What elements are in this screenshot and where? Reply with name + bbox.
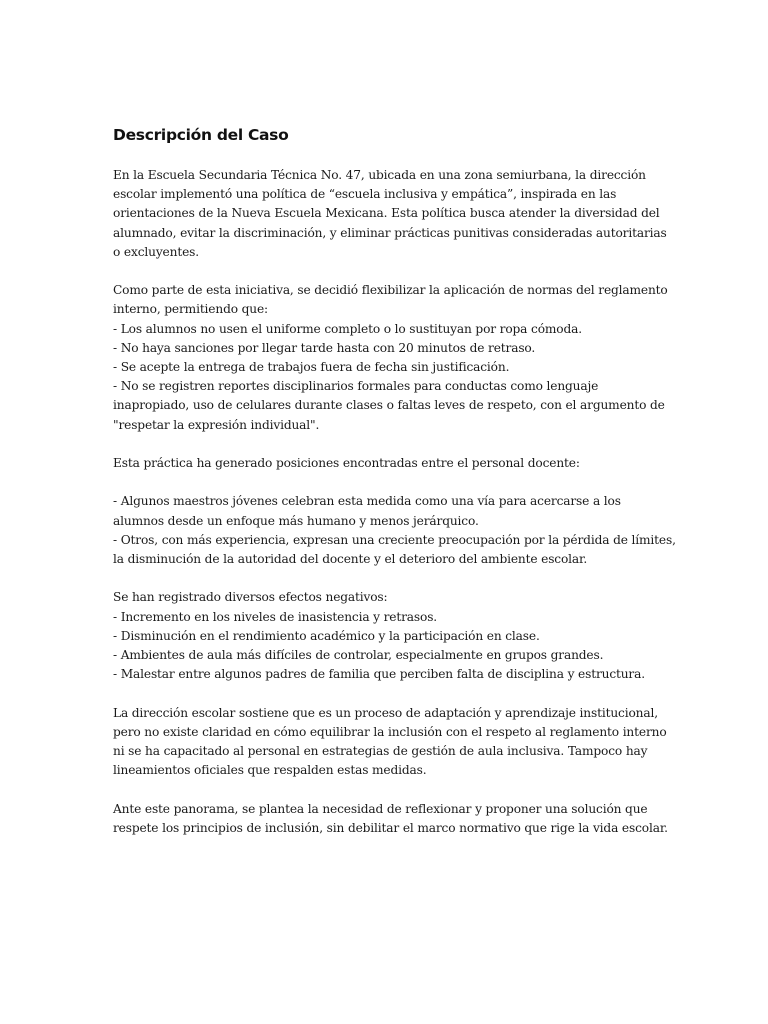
text-line: la disminución de la autoridad del docente y el deterioro del ambiente escolar. [113,552,588,567]
document-title: Descripción del Caso [113,126,289,144]
text-line: - Incremento en los niveles de inasistencia y retrasos. [113,609,438,624]
text-line: alumnado, evitar la discriminación, y eliminar prácticas punitivas consideradas autoritarias [113,225,667,240]
paragraph-intro [113,166,673,262]
paragraph-gap [113,435,673,454]
paragraph-direction-stance [113,704,673,781]
text-line: orientaciones de la Nueva Escuela Mexicana. Esta política busca atender la diversidad del [113,206,660,221]
text-line: La dirección escolar sostiene que es un proceso de adaptación y aprendizaje institucional, [113,705,658,720]
paragraph-teacher-views [113,492,676,569]
text-line: Se han registrado diversos efectos negativos: [113,590,388,605]
paragraph-negative-effects [113,588,673,684]
text-line: Ante este panorama, se plantea la necesidad de reflexionar y proponer una solución que [113,801,648,816]
text-line: - Ambientes de aula más difíciles de controlar, especialmente en grupos grandes. [113,648,604,663]
text-line: - Otros, con más experiencia, expresan una creciente preocupación por la pérdida de límites, [113,532,676,547]
text-line: En la Escuela Secundaria Técnica No. 47, ubicada en una zona semiurbana, la dirección [113,168,646,182]
text-line: Como parte de esta iniciativa, se decidió flexibilizar la aplicación de normas del reglamento [113,283,668,298]
text-line: - Algunos maestros jóvenes celebran esta medida como una vía para acercarse a los [113,494,621,509]
text-line: respete los principios de inclusión, sin debilitar el marco normativo que rige la vida escolar. [113,820,668,835]
text-line: - Disminución en el rendimiento académico y la participación en clase. [113,628,540,643]
paragraph-gap [113,473,673,492]
text-line: - Malestar entre algunos padres de familia que perciben falta de disciplina y estructura. [113,667,645,682]
document-body [113,166,676,838]
text-line: "respetar la expresión individual". [113,417,320,432]
text-line: pero no existe claridad en cómo equilibrar la inclusión con el respeto al reglamento interno [113,724,667,739]
text-line: alumnos desde un enfoque más humano y menos jerárquico. [113,513,479,528]
paragraph-conclusion [113,800,673,838]
text-line: - No se registren reportes disciplinarios formales para conductas como lenguaje [113,379,599,394]
text-line: lineamientos oficiales que respalden estas medidas. [113,763,427,778]
text-line: - Se acepte la entrega de trabajos fuera de fecha sin justificación. [113,360,510,375]
text-line: o excluyentes. [113,244,199,259]
text-line: inapropiado, uso de celulares durante clases o faltas leves de respeto, con el argumento de [113,398,665,413]
text-line: escolar implementó una política de “escuela inclusiva y empática”, inspirada en las [113,187,617,202]
text-line: - Los alumnos no usen el uniforme completo o lo sustituyan por ropa cómoda. [113,321,582,336]
paragraph-positions [113,454,673,473]
text-line: Esta práctica ha generado posiciones encontradas entre el personal docente: [113,456,580,471]
paragraph-gap [113,780,673,799]
text-line: ni se ha capacitado al personal en estrategias de gestión de aula inclusiva. Tampoco hay [113,744,648,759]
paragraph-gap [113,569,673,588]
text-line: - No haya sanciones por llegar tarde hasta con 20 minutos de retraso. [113,340,536,355]
paragraph-measures [113,281,673,435]
text-line: interno, permitiendo que: [113,302,269,317]
paragraph-gap [113,684,673,703]
paragraph-gap [113,262,673,281]
